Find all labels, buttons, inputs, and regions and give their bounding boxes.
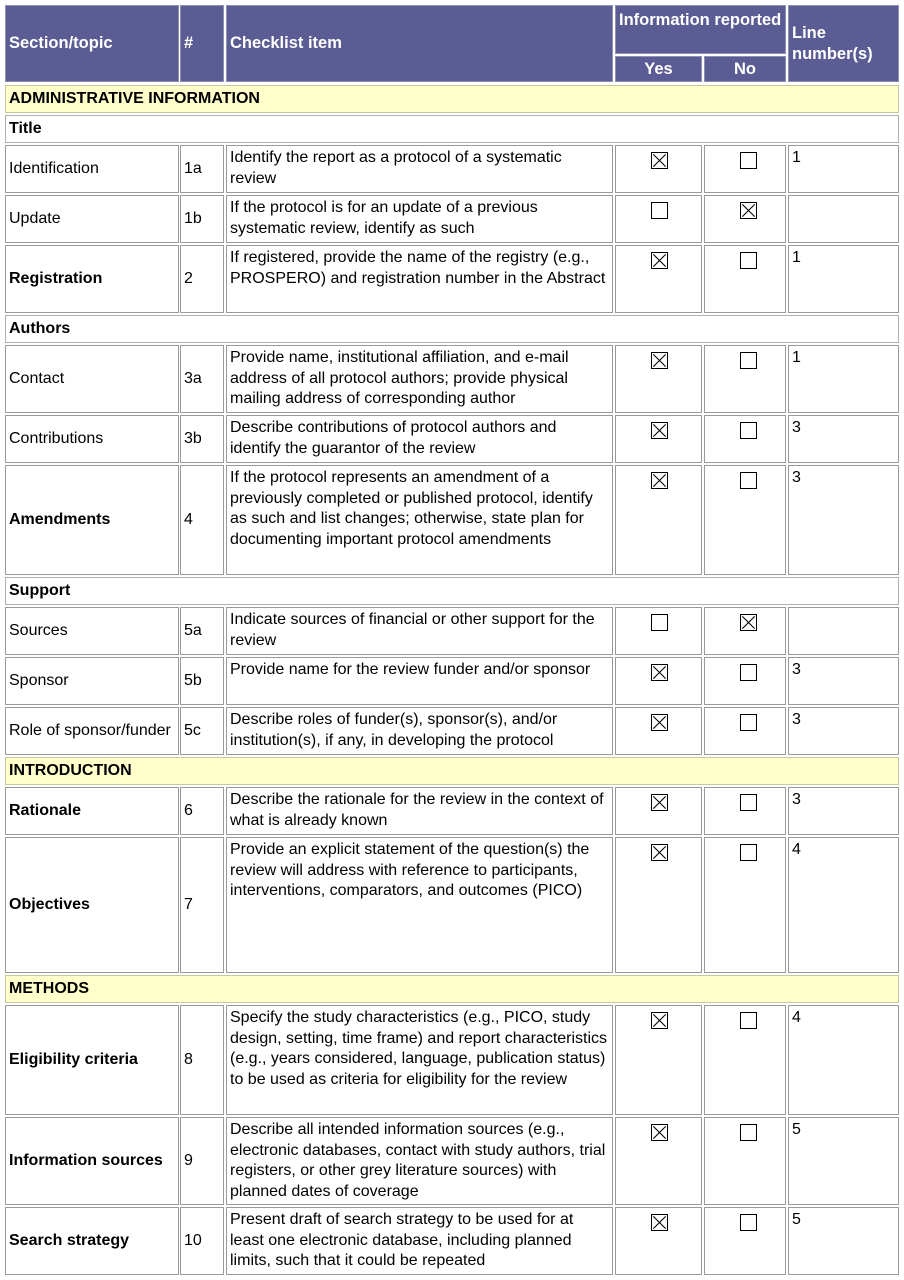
row-checklist-item-text: Specify the study characteristics (e.g., PICO, study design, setting, time frame) and report characteristics (e.g., years considered, language, publication status) to be used as criteria for eligibility for the review [230, 1009, 608, 1088]
row-checklist-item-text: Describe the rationale for the review in the context of what is already known [230, 791, 604, 829]
no-checkbox[interactable] [740, 252, 757, 269]
x-mark-icon [652, 1125, 667, 1140]
header-number [180, 5, 224, 82]
row-line-number [788, 245, 899, 313]
row-no-cell [704, 195, 786, 243]
row-no-cell [704, 707, 786, 755]
row-line-number [788, 837, 899, 973]
header-no-text: No [734, 59, 756, 78]
row-topic [5, 415, 179, 463]
row-yes-cell [615, 465, 702, 575]
row-topic-text: Objectives [9, 895, 90, 913]
row-checklist-item-text: Present draft of search strategy to be used for at least one electronic database, including planned limits, such that it could be repeated [230, 1211, 574, 1269]
section-introduction [5, 757, 899, 785]
row-number-text: 7 [184, 895, 193, 913]
yes-checkbox[interactable] [651, 794, 668, 811]
section-administrative [5, 85, 899, 113]
row-line-number-text: 3 [792, 711, 801, 728]
row-number [180, 245, 224, 313]
header-number-text: # [184, 34, 194, 53]
row-number [180, 345, 224, 413]
row-number [180, 465, 224, 575]
yes-checkbox[interactable] [651, 352, 668, 369]
row-number-text: 3b [184, 429, 202, 447]
row-line-number [788, 657, 899, 705]
row-checklist-item-text: If the protocol is for an update of a previous systematic review, identify as such [230, 199, 538, 237]
row-line-number-text: 3 [792, 469, 801, 486]
row-line-number-text: 3 [792, 661, 801, 678]
row-line-number-text: 5 [792, 1211, 801, 1228]
row-yes-cell [615, 1005, 702, 1115]
row-line-number-text: 4 [792, 1009, 801, 1026]
row-line-number [788, 787, 899, 835]
no-checkbox[interactable] [740, 422, 757, 439]
row-number-text: 5a [184, 621, 202, 639]
yes-checkbox[interactable] [651, 422, 668, 439]
no-checkbox[interactable] [740, 1214, 757, 1231]
no-checkbox[interactable] [740, 202, 757, 219]
row-topic [5, 657, 179, 705]
row-line-number-text: 3 [792, 419, 801, 436]
yes-checkbox[interactable] [651, 664, 668, 681]
header-information-reported [615, 5, 786, 54]
subsection-support [5, 577, 899, 605]
row-yes-cell [615, 345, 702, 413]
row-number-text: 9 [184, 1151, 193, 1169]
no-checkbox[interactable] [740, 614, 757, 631]
row-checklist-item-text: Provide name, institutional affiliation, and e-mail address of all protocol authors; provide physical mailing address of corresponding author [230, 349, 569, 407]
row-yes-cell [615, 1207, 702, 1275]
yes-checkbox[interactable] [651, 152, 668, 169]
subsection-authors [5, 315, 899, 343]
row-topic [5, 837, 179, 973]
row-number [180, 145, 224, 193]
row-number-text: 1a [184, 159, 202, 177]
x-mark-icon [741, 203, 756, 218]
x-mark-icon [652, 715, 667, 730]
x-mark-icon [652, 353, 667, 368]
row-checklist-item [226, 465, 613, 575]
row-line-number [788, 145, 899, 193]
header-section-topic [5, 5, 179, 82]
row-number [180, 707, 224, 755]
header-information-reported-text: Information reported [619, 11, 782, 29]
row-checklist-item [226, 657, 613, 705]
row-checklist-item-text: If registered, provide the name of the registry (e.g., PROSPERO) and registration number in the Abstract [230, 249, 606, 287]
row-number-text: 1b [184, 209, 202, 227]
x-mark-icon [741, 615, 756, 630]
row-yes-cell [615, 787, 702, 835]
row-checklist-item-text: Provide name for the review funder and/or sponsor [230, 661, 591, 678]
row-topic [5, 1005, 179, 1115]
header-yes [615, 56, 702, 82]
row-topic-text: Registration [9, 269, 103, 287]
no-checkbox[interactable] [740, 844, 757, 861]
row-number [180, 607, 224, 655]
row-line-number-text: 1 [792, 349, 801, 366]
row-checklist-item [226, 245, 613, 313]
row-number-text: 4 [184, 510, 193, 528]
row-topic [5, 1207, 179, 1275]
row-checklist-item [226, 1117, 613, 1205]
x-mark-icon [652, 1013, 667, 1028]
row-checklist-item [226, 607, 613, 655]
no-checkbox[interactable] [740, 1124, 757, 1141]
x-mark-icon [652, 1215, 667, 1230]
yes-checkbox[interactable] [651, 844, 668, 861]
row-no-cell [704, 1207, 786, 1275]
header-line-numbers-text: Line number(s) [792, 24, 873, 63]
row-yes-cell [615, 195, 702, 243]
row-checklist-item-text: If the protocol represents an amendment of a previously completed or published protocol, identify as such and list changes; otherwise, state plan for documenting important protocol amendments [230, 469, 593, 548]
section-methods-text: METHODS [9, 979, 89, 997]
row-line-number [788, 345, 899, 413]
section-introduction-text: INTRODUCTION [9, 761, 132, 779]
row-line-number-text: 1 [792, 149, 801, 166]
row-topic [5, 245, 179, 313]
row-topic-text: Contact [9, 369, 65, 387]
row-checklist-item [226, 345, 613, 413]
row-topic [5, 145, 179, 193]
row-line-number [788, 465, 899, 575]
x-mark-icon [652, 153, 667, 168]
row-yes-cell [615, 145, 702, 193]
yes-checkbox[interactable] [651, 714, 668, 731]
row-checklist-item [226, 145, 613, 193]
row-yes-cell [615, 657, 702, 705]
row-topic-text: Eligibility criteria [9, 1050, 138, 1068]
row-line-number [788, 607, 899, 655]
row-topic-text: Update [9, 209, 61, 227]
row-topic-text: Search strategy [9, 1231, 130, 1249]
row-checklist-item-text: Indicate sources of financial or other support for the review [230, 611, 595, 649]
row-yes-cell [615, 1117, 702, 1205]
no-checkbox[interactable] [740, 664, 757, 681]
row-number [180, 657, 224, 705]
header-line-numbers [788, 5, 899, 82]
row-checklist-item [226, 707, 613, 755]
row-number [180, 1005, 224, 1115]
row-line-number-text: 3 [792, 791, 801, 808]
section-methods [5, 975, 899, 1003]
row-checklist-item [226, 837, 613, 973]
row-line-number [788, 707, 899, 755]
row-topic [5, 345, 179, 413]
row-no-cell [704, 837, 786, 973]
row-line-number-text: 4 [792, 841, 801, 858]
row-checklist-item [226, 195, 613, 243]
row-number [180, 787, 224, 835]
row-number [180, 1117, 224, 1205]
row-number [180, 415, 224, 463]
row-topic-text: Sponsor [9, 671, 69, 689]
row-topic [5, 607, 179, 655]
x-mark-icon [652, 253, 667, 268]
row-line-number-text: 5 [792, 1121, 801, 1138]
row-yes-cell [615, 245, 702, 313]
row-topic [5, 787, 179, 835]
row-topic-text: Contributions [9, 429, 104, 447]
row-checklist-item-text: Provide an explicit statement of the question(s) the review will address with reference to participants, interventions, comparators, and outcomes (PICO) [230, 841, 590, 899]
row-number [180, 837, 224, 973]
row-checklist-item [226, 1005, 613, 1115]
yes-checkbox[interactable] [651, 472, 668, 489]
row-number-text: 8 [184, 1050, 193, 1068]
subsection-support-text: Support [9, 581, 71, 599]
row-no-cell [704, 465, 786, 575]
row-number-text: 2 [184, 269, 193, 287]
row-checklist-item-text: Describe contributions of protocol authors and identify the guarantor of the review [230, 419, 557, 457]
yes-checkbox[interactable] [651, 1124, 668, 1141]
row-no-cell [704, 345, 786, 413]
row-number-text: 6 [184, 801, 193, 819]
row-number [180, 195, 224, 243]
row-no-cell [704, 1005, 786, 1115]
row-number-text: 5c [184, 721, 201, 739]
row-no-cell [704, 657, 786, 705]
row-checklist-item-text: Identify the report as a protocol of a systematic review [230, 149, 562, 187]
no-checkbox[interactable] [740, 794, 757, 811]
row-topic-text: Information sources [9, 1151, 163, 1169]
row-no-cell [704, 787, 786, 835]
row-no-cell [704, 415, 786, 463]
yes-checkbox[interactable] [651, 614, 668, 631]
row-no-cell [704, 245, 786, 313]
yes-checkbox[interactable] [651, 202, 668, 219]
row-line-number [788, 1117, 899, 1205]
row-yes-cell [615, 707, 702, 755]
header-yes-text: Yes [644, 59, 673, 78]
row-checklist-item-text: Describe roles of funder(s), sponsor(s), and/or institution(s), if any, in developing the protocol [230, 711, 558, 749]
yes-checkbox[interactable] [651, 1214, 668, 1231]
row-topic-text: Role of sponsor/funder [9, 721, 171, 739]
row-yes-cell [615, 415, 702, 463]
header-section-topic-text: Section/topic [9, 34, 113, 53]
row-line-number [788, 195, 899, 243]
row-line-number [788, 1005, 899, 1115]
no-checkbox[interactable] [740, 152, 757, 169]
row-number-text: 3a [184, 369, 202, 387]
subsection-title-text: Title [9, 119, 42, 137]
no-checkbox[interactable] [740, 1012, 757, 1029]
row-number-text: 5b [184, 671, 202, 689]
row-topic-text: Rationale [9, 801, 82, 819]
row-line-number [788, 1207, 899, 1275]
header-checklist-item-text: Checklist item [230, 34, 342, 53]
x-mark-icon [652, 845, 667, 860]
row-no-cell [704, 145, 786, 193]
row-topic [5, 195, 179, 243]
yes-checkbox[interactable] [651, 252, 668, 269]
no-checkbox[interactable] [740, 352, 757, 369]
x-mark-icon [652, 665, 667, 680]
row-topic-text: Sources [9, 621, 68, 639]
row-topic-text: Amendments [9, 510, 111, 528]
section-administrative-text: ADMINISTRATIVE INFORMATION [9, 89, 260, 107]
no-checkbox[interactable] [740, 714, 757, 731]
row-line-number [788, 415, 899, 463]
x-mark-icon [652, 795, 667, 810]
subsection-title [5, 115, 899, 143]
row-checklist-item [226, 787, 613, 835]
row-line-number-text: 1 [792, 249, 801, 266]
row-number-text: 10 [184, 1231, 202, 1249]
header-checklist-item [226, 5, 613, 82]
row-no-cell [704, 1117, 786, 1205]
x-mark-icon [652, 473, 667, 488]
row-topic-text: Identification [9, 159, 99, 177]
yes-checkbox[interactable] [651, 1012, 668, 1029]
row-yes-cell [615, 607, 702, 655]
row-number [180, 1207, 224, 1275]
row-topic [5, 707, 179, 755]
x-mark-icon [652, 423, 667, 438]
row-topic [5, 1117, 179, 1205]
row-no-cell [704, 607, 786, 655]
row-topic [5, 465, 179, 575]
row-checklist-item-text: Describe all intended information sources (e.g., electronic databases, contact with study authors, trial registers, or other grey literature sources) with planned dates of coverage [230, 1121, 606, 1200]
row-yes-cell [615, 837, 702, 973]
no-checkbox[interactable] [740, 472, 757, 489]
header-no [704, 56, 786, 82]
row-checklist-item [226, 1207, 613, 1275]
row-checklist-item [226, 415, 613, 463]
subsection-authors-text: Authors [9, 319, 71, 337]
